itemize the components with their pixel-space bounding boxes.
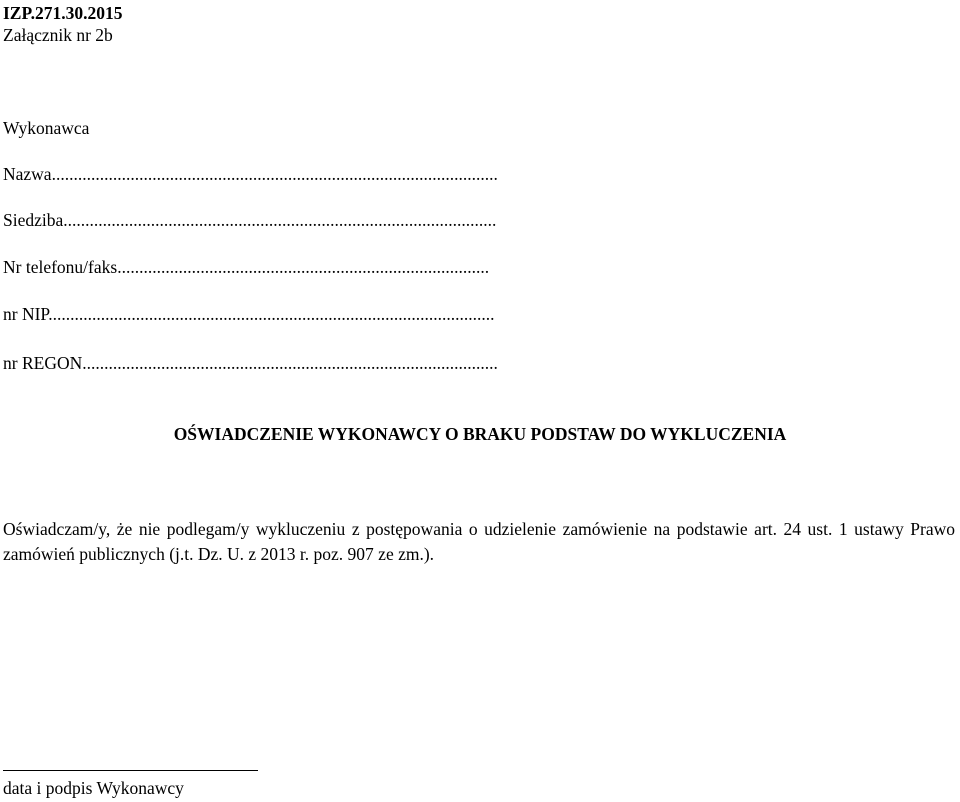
reference-number: IZP.271.30.2015 xyxy=(3,3,123,23)
signature-caption: data i podpis Wykonawcy xyxy=(3,778,184,798)
signature-line xyxy=(3,770,258,771)
contractor-nip-field: nr NIP...................................................................................................... xyxy=(3,304,495,324)
contractor-name-field: Nazwa...................................................................................................... xyxy=(3,164,498,184)
contractor-label: Wykonawca xyxy=(3,118,90,138)
contractor-address-field: Siedziba................................................................................................... xyxy=(3,210,497,230)
statement-paragraph: Oświadczam/y, że nie podlegam/y wykluczeniu z postępowania o udzielenie zamówienie na podstawie art. 24 ust. 1 ustawy Prawo zamówień publicznych (j.t. Dz. U. z 2013 r. poz. 907 ze zm.). xyxy=(3,519,955,564)
document-title: OŚWIADCZENIE WYKONAWCY O BRAKU PODSTAW DO WYKLUCZENIA xyxy=(173,424,787,444)
contractor-phone-fax-field: Nr telefonu/faks..................................................................................... xyxy=(3,257,490,277)
attachment-label: Załącznik nr 2b xyxy=(3,25,113,45)
contractor-regon-field: nr REGON............................................................................................... xyxy=(3,353,498,373)
